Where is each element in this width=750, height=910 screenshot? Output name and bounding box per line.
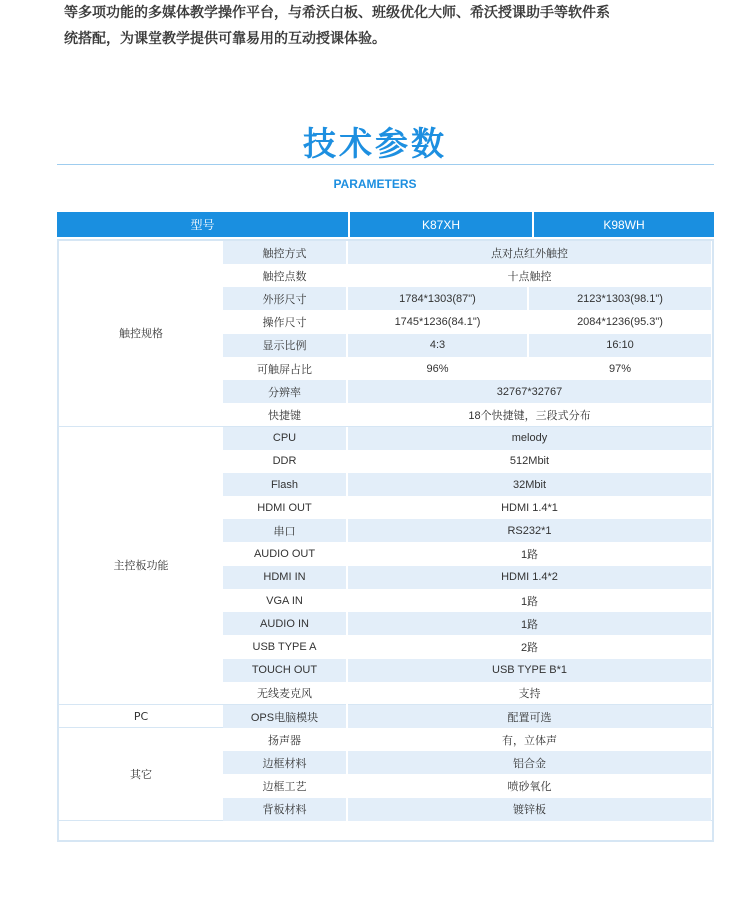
param-name: USB TYPE A [223, 635, 348, 658]
param-name: Flash [223, 473, 348, 496]
param-value: 十点触控 [507, 270, 552, 283]
table-row [223, 635, 711, 658]
table-row [223, 659, 711, 682]
table-row [223, 612, 711, 635]
table-row [223, 566, 711, 589]
param-value: 喷砂氧化 [507, 781, 552, 794]
param-value: 32767*32767 [348, 380, 711, 403]
param-name: AUDIO OUT [223, 543, 348, 566]
param-value: 镀锌板 [348, 798, 711, 821]
param-value-k98wh: 16:10 [529, 334, 711, 357]
table-row [223, 589, 711, 612]
param-value-k98wh: 97% [608, 362, 632, 375]
section-subtitle: PARAMETERS [333, 177, 417, 191]
param-value: 2路 [520, 641, 539, 654]
table-row [223, 775, 711, 798]
table-row [223, 380, 711, 403]
param-value: 32Mbit [348, 473, 711, 496]
table-row [223, 264, 711, 287]
param-value: 支持 [518, 688, 541, 701]
param-name: 分辨率 [223, 380, 348, 403]
param-value: RS232*1 [348, 519, 711, 542]
param-name: 显示比例 [223, 334, 348, 357]
table-row [223, 287, 711, 310]
param-value: 配置可选 [348, 705, 711, 728]
param-name: 触控方式 [223, 241, 348, 264]
param-name: OPS电脑模块 [223, 705, 348, 728]
table-row [223, 334, 711, 357]
param-value: 1路 [348, 612, 711, 635]
table-row [223, 682, 711, 705]
param-value-k87xh: 1745*1236(84.1") [348, 311, 529, 334]
param-name: 快捷键 [223, 403, 348, 426]
table-row [223, 705, 711, 728]
table-row [223, 496, 711, 519]
param-value: HDMI 1.4*1 [501, 501, 558, 514]
table-row [223, 728, 711, 751]
param-value: 点对点红外触控 [348, 241, 711, 264]
param-name: 操作尺寸 [223, 311, 348, 334]
param-name: 背板材料 [223, 798, 348, 821]
param-value: 有，立体声 [502, 734, 557, 747]
param-value-k98wh: 2084*1236(95.3") [577, 316, 663, 329]
param-value: 铝合金 [348, 751, 711, 774]
param-name: HDMI IN [223, 566, 348, 589]
section-divider [57, 164, 714, 165]
table-row [223, 403, 711, 426]
table-row [223, 473, 711, 496]
param-value: USB TYPE B*1 [348, 659, 711, 682]
header-model: 型号 [57, 212, 348, 237]
param-value: HDMI 1.4*2 [348, 566, 711, 589]
param-value: 1路 [520, 595, 539, 608]
param-value-k87xh: 4:3 [348, 334, 529, 357]
param-name: 无线麦克风 [223, 682, 348, 705]
intro-line-1: 等多项功能的多媒体教学操作平台，与希沃白板、班级优化大师、希沃授课助手等软件系 [64, 5, 610, 21]
param-name: 可触屏占比 [223, 357, 348, 380]
param-value-k98wh: 2123*1303(98.1") [529, 287, 711, 310]
table-row [223, 427, 711, 450]
table-row [223, 519, 711, 542]
param-value: 512Mbit [509, 455, 550, 468]
param-name: VGA IN [223, 589, 348, 612]
parameters-table [57, 212, 714, 842]
param-value-k87xh: 1784*1303(87") [348, 287, 529, 310]
param-value: melody [348, 427, 711, 450]
table-row [223, 357, 711, 380]
table-header-row [57, 212, 714, 237]
section-title: 技术参数 [303, 124, 447, 163]
header-model-2: K98WH [534, 212, 714, 237]
param-name: TOUCH OUT [223, 659, 348, 682]
table-row [223, 450, 711, 473]
param-name: 扬声器 [223, 728, 348, 751]
param-name: HDMI OUT [223, 496, 348, 519]
param-value: 1路 [520, 549, 539, 562]
param-value-k87xh: 96% [348, 357, 529, 380]
group-label: PC [133, 709, 149, 723]
table-row [223, 311, 711, 334]
param-name: 串口 [223, 519, 348, 542]
group-label: 其它 [130, 768, 152, 782]
table-row [223, 241, 711, 264]
intro-text [64, 0, 704, 52]
intro-line-2: 统搭配，为课堂教学提供可靠易用的互动授课体验。 [64, 31, 386, 47]
table-row [223, 751, 711, 774]
param-name: 触控点数 [223, 264, 348, 287]
group-label: 主控板功能 [113, 559, 169, 573]
param-name: DDR [223, 450, 348, 473]
table-body [57, 239, 714, 842]
param-name: 边框工艺 [223, 775, 348, 798]
param-value: 18个快捷键，三段式分布 [468, 409, 591, 422]
table-row [223, 543, 711, 566]
param-name: CPU [223, 427, 348, 450]
param-name: AUDIO IN [223, 612, 348, 635]
group-label: 触控规格 [119, 327, 163, 341]
table-row [223, 798, 711, 821]
header-model-1: K87XH [350, 212, 532, 237]
param-name: 边框材料 [223, 751, 348, 774]
param-name: 外形尺寸 [223, 287, 348, 310]
